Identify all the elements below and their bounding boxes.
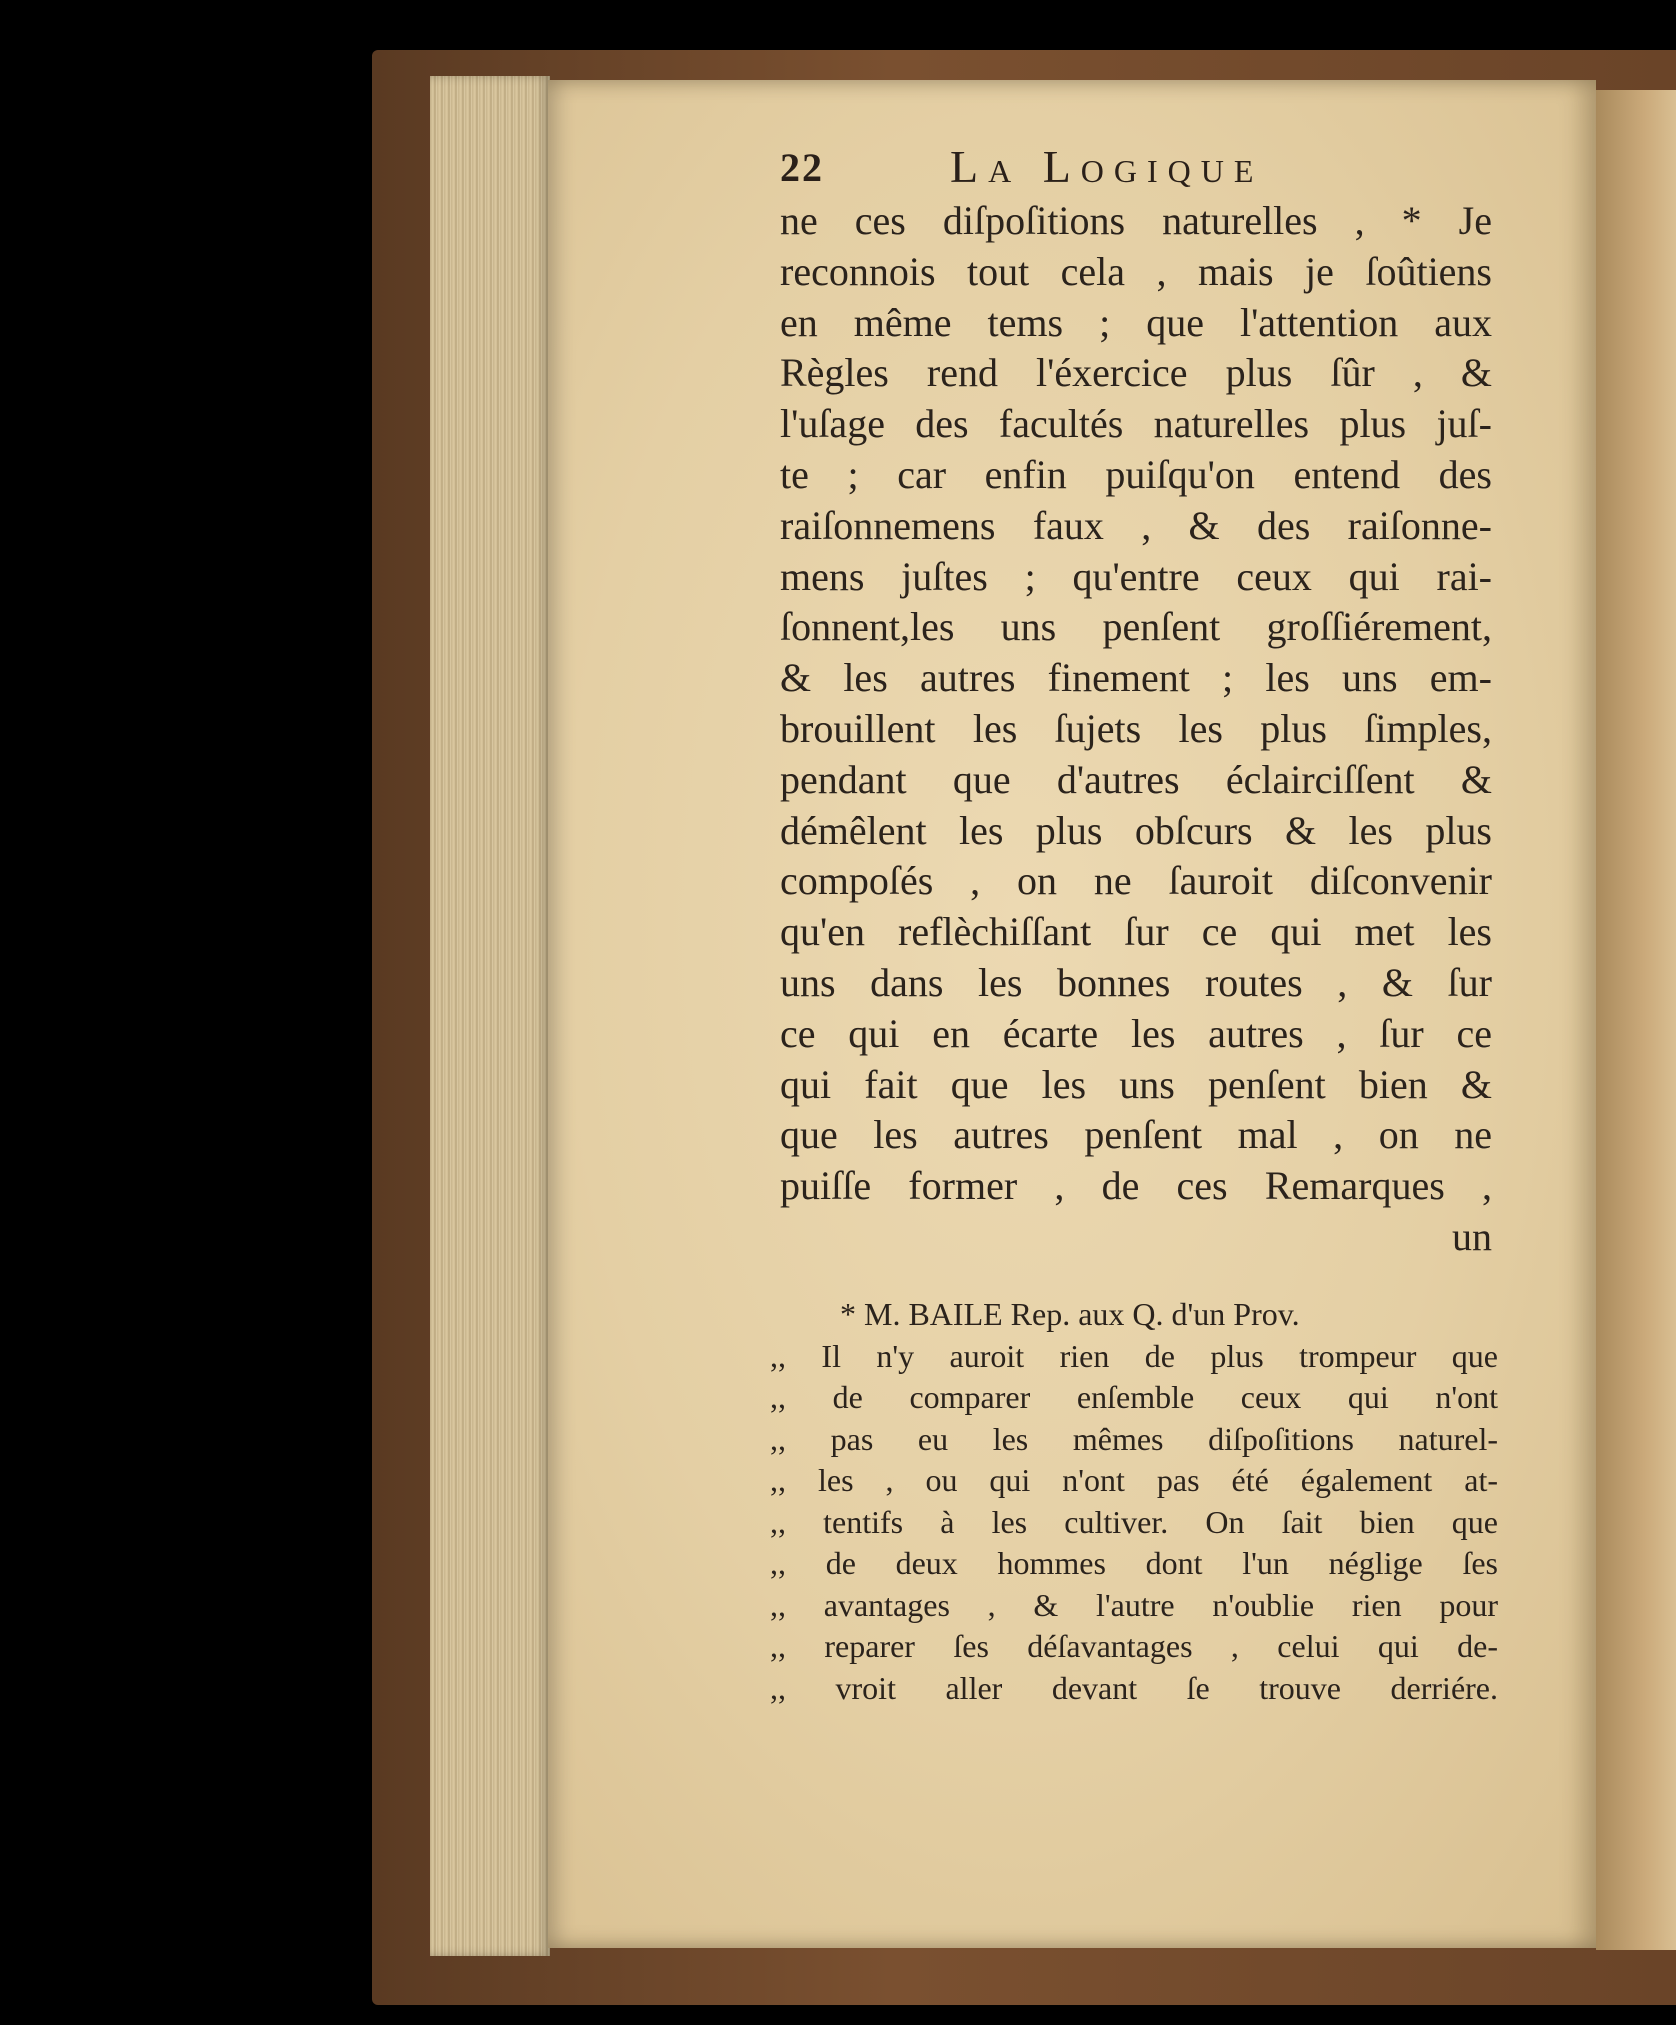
footnote-line: ,, tentifs à les cultiver. On ſait bien que [770,1503,1498,1540]
body-text [780,196,1492,1263]
footnote [770,1294,1498,1709]
page-header [780,140,1500,200]
page-number: 22 [780,145,824,190]
running-head: La Logique [950,141,1264,192]
text-line: qui fait que les uns penſent bien & [780,1061,1492,1107]
page-gutter [1596,90,1676,1950]
page-edges [430,76,550,1956]
text-line: qu'en reflèchiſſant ſur ce qui met les [780,909,1492,955]
footnote-line: ,, vroit aller devant ſe trouve derriére. [770,1669,1498,1706]
text-line: ce qui en écarte les autres , ſur ce [780,1010,1492,1056]
text-line: que les autres penſent mal , on ne [780,1112,1492,1158]
text-line: Règles rend l'éxercice plus ſûr , & [780,350,1492,396]
text-line: pendant que d'autres éclairciſſent & [780,756,1492,802]
catchword: un [1452,1213,1492,1259]
text-line: compoſés , on ne ſauroit diſconvenir [780,858,1492,904]
footnote-line: ,, avantages , & l'autre n'oublie rien pour [770,1586,1498,1623]
footnote-line: ,, de comparer enſemble ceux qui n'ont [770,1379,1498,1415]
text-line: en même tems ; que l'attention aux [780,299,1492,345]
text-line: & les autres finement ; les uns em- [780,655,1492,701]
text-line: puiſſe former , de ces Remarques , [780,1163,1492,1209]
footnote-line: ,, les , ou qui n'ont pas été également at- [770,1462,1498,1498]
text-line: uns dans les bonnes routes , & ſur [780,959,1492,1005]
footnote-line: ,, de deux hommes dont l'un néglige ſes [770,1545,1498,1581]
text-line: ne ces diſpoſitions naturelles , * Je [780,198,1492,243]
text-line: démêlent les plus obſcurs & les plus [780,807,1492,853]
text-line: l'uſage des facultés naturelles plus juſ- [780,401,1492,447]
footnote-line: ,, Il n'y auroit rien de plus trompeur que [770,1337,1498,1374]
text-line: te ; car enfin puiſqu'on entend des [780,451,1492,497]
text-line: reconnois tout cela , mais je ſoûtiens [780,248,1492,294]
text-line: mens juſtes ; qu'entre ceux qui rai- [780,553,1492,599]
text-line: brouillent les ſujets les plus ſimples, [780,705,1492,751]
footnote-line: ,, reparer ſes déſavantages , celui qui de- [770,1628,1498,1664]
footnote-line: * M. BAILE Rep. aux Q. d'un Prov. [840,1296,1300,1332]
footnote-line: ,, pas eu les mêmes diſpoſitions naturel- [770,1420,1498,1457]
text-line: ſonnent,les uns penſent groſſiérement, [780,604,1492,650]
text-line: raiſonnemens faux , & des raiſonne- [780,502,1492,548]
